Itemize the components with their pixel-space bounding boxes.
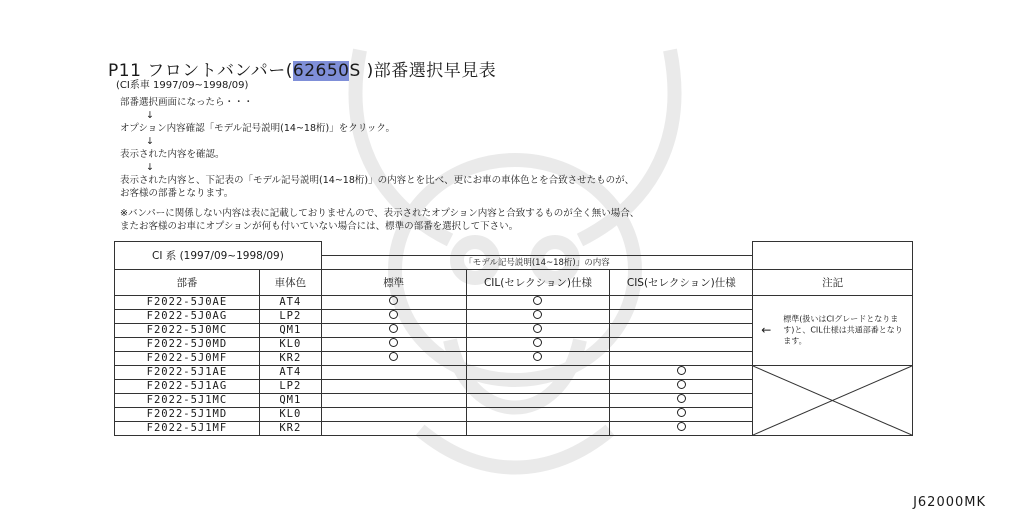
standard-cell	[321, 351, 466, 365]
standard-cell	[321, 407, 466, 421]
cis-cell	[610, 323, 753, 337]
part-number-cell: F2022-5J1MD	[115, 407, 260, 421]
applicable-circle-icon	[389, 352, 398, 361]
standard-cell	[321, 309, 466, 323]
part-selection-table	[114, 241, 913, 436]
part-number-cell: F2022-5J1AG	[115, 379, 260, 393]
cil-cell	[466, 337, 610, 351]
down-arrow-icon: ↓	[146, 136, 154, 147]
body-color-cell: LP2	[259, 309, 321, 323]
body-color-cell: QM1	[259, 323, 321, 337]
part-number-cell: F2022-5J0AG	[115, 309, 260, 323]
left-arrow-icon: ←	[761, 323, 772, 337]
applicable-circle-icon	[677, 408, 686, 417]
header-standard: 標準	[321, 269, 466, 295]
down-arrow-icon: ↓	[146, 162, 154, 173]
title-prefix: P11 フロントバンパー(	[108, 61, 293, 81]
caution-line-1: ※バンパーに関係しない内容は表に記載しておりませんので、表示されたオプション内容と合致するものが全く無い場合、	[120, 208, 640, 219]
header-notes: 注記	[753, 269, 913, 295]
cil-cell	[466, 351, 610, 365]
not-applicable-cell	[753, 365, 913, 435]
standard-cell	[321, 337, 466, 351]
cil-cell	[466, 309, 610, 323]
header-cis-spec: CIS(セレクション)仕様	[610, 269, 753, 295]
cis-cell	[610, 337, 753, 351]
applicable-circle-icon	[533, 324, 542, 333]
cil-cell	[466, 295, 610, 309]
title-highlight: 62650	[292, 61, 350, 81]
series-label-cell	[115, 242, 322, 270]
cis-cell	[610, 351, 753, 365]
model-description-header: 「モデル記号説明(14~18桁)」の内容	[321, 255, 752, 269]
document-code: J62000MK	[913, 495, 986, 510]
header-part-number: 部番	[115, 269, 260, 295]
down-arrow-icon: ↓	[146, 110, 154, 121]
body-color-cell: KL0	[259, 337, 321, 351]
cis-cell	[610, 421, 753, 435]
part-number-cell: F2022-5J0MD	[115, 337, 260, 351]
standard-cell	[321, 379, 466, 393]
body-color-cell: LP2	[259, 379, 321, 393]
page-subtitle: (CI系車 1997/09~1998/09)	[116, 80, 249, 91]
standard-cell	[321, 365, 466, 379]
cis-cell	[610, 393, 753, 407]
applicable-circle-icon	[677, 366, 686, 375]
applicable-circle-icon	[533, 310, 542, 319]
body-color-cell: QM1	[259, 393, 321, 407]
standard-cell	[321, 295, 466, 309]
cross-out-mark	[753, 366, 912, 435]
body-color-cell: AT4	[259, 365, 321, 379]
header-body-color: 車体色	[259, 269, 321, 295]
cis-cell	[610, 379, 753, 393]
cil-cell	[466, 365, 610, 379]
body-color-cell: KL0	[259, 407, 321, 421]
part-number-cell: F2022-5J1MC	[115, 393, 260, 407]
body-color-cell: AT4	[259, 295, 321, 309]
note-text: 標準(扱いはCIグレードとなります)と、CIL仕様は共通部番となります。	[783, 314, 903, 346]
standard-cell	[321, 323, 466, 337]
series-label: CI 系 (1997/09~1998/09)	[151, 249, 284, 262]
cil-cell	[466, 407, 610, 421]
applicable-circle-icon	[677, 380, 686, 389]
cil-cell	[466, 379, 610, 393]
instruction-step-4-line2: お客様の部番となります。	[120, 188, 234, 199]
applicable-circle-icon	[389, 296, 398, 305]
header-cil-spec: CIL(セレクション)仕様	[466, 269, 610, 295]
applicable-circle-icon	[389, 338, 398, 347]
part-number-cell: F2022-5J0MF	[115, 351, 260, 365]
cis-cell	[610, 309, 753, 323]
instructions	[120, 96, 639, 233]
standard-cell	[321, 393, 466, 407]
part-number-cell: F2022-5J0AE	[115, 295, 260, 309]
cis-cell	[610, 365, 753, 379]
cil-cell	[466, 323, 610, 337]
table-row	[115, 295, 913, 309]
cis-cell	[610, 295, 753, 309]
cil-cell	[466, 393, 610, 407]
applicable-circle-icon	[677, 394, 686, 403]
caution-line-2: またお客様のお車にオプションが何も付いていない場合には、標準の部番を選択して下さい。	[120, 221, 519, 232]
applicable-circle-icon	[533, 338, 542, 347]
part-number-cell: F2022-5J0MC	[115, 323, 260, 337]
standard-cell	[321, 421, 466, 435]
part-number-cell: F2022-5J1AE	[115, 365, 260, 379]
instruction-step-2: オプション内容確認「モデル記号説明(14~18桁)」をクリック。	[120, 123, 395, 134]
applicable-circle-icon	[533, 296, 542, 305]
body-color-cell: KR2	[259, 351, 321, 365]
cil-cell	[466, 421, 610, 435]
applicable-circle-icon	[533, 352, 542, 361]
part-number-cell: F2022-5J1MF	[115, 421, 260, 435]
applicable-circle-icon	[677, 422, 686, 431]
applicable-circle-icon	[389, 324, 398, 333]
instruction-step-3: 表示された内容を確認。	[120, 149, 225, 160]
body-color-cell: KR2	[259, 421, 321, 435]
cis-cell	[610, 407, 753, 421]
instruction-step-1: 部番選択画面になったら・・・	[120, 97, 254, 108]
table-row	[115, 365, 913, 379]
instruction-step-4-line1: 表示された内容と、下記表の「モデル記号説明(14~18桁)」の内容とを比べ、更にお車の車体色とを合致させたものが、	[120, 175, 635, 186]
applicable-circle-icon	[389, 310, 398, 319]
notes-cell	[753, 295, 913, 365]
title-suffix: S )部番選択早見表	[349, 61, 497, 81]
